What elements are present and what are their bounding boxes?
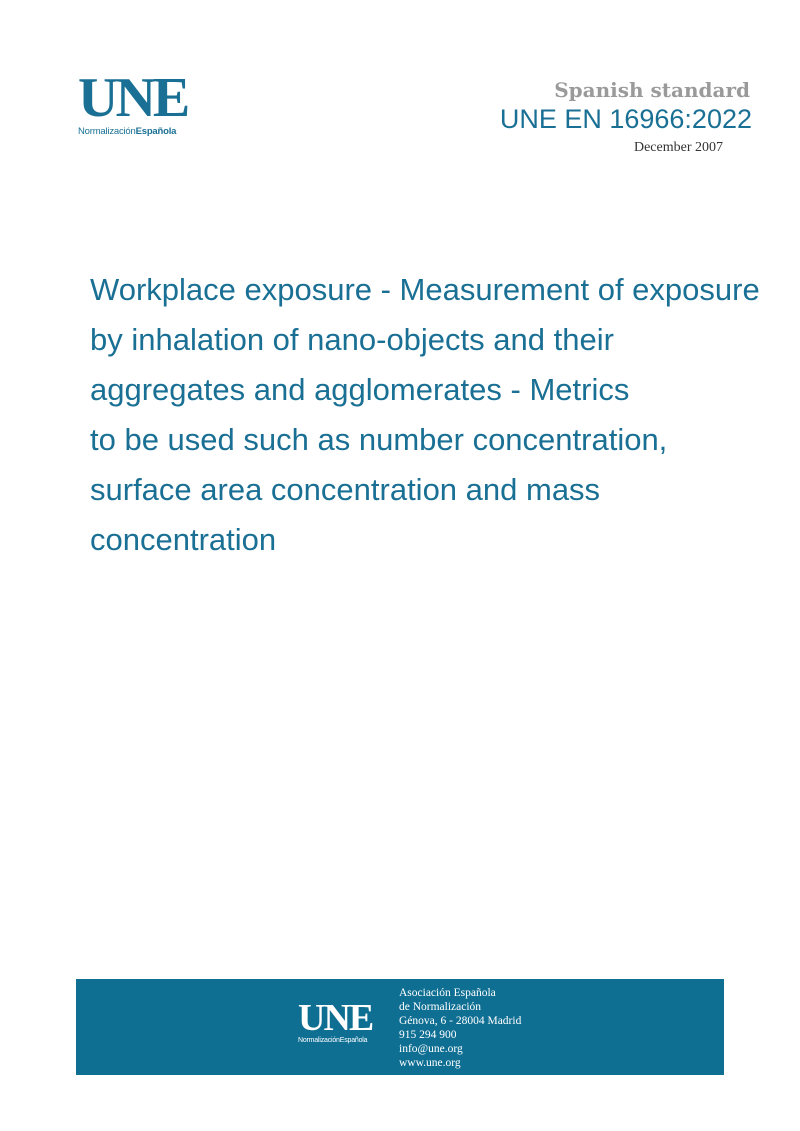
logo-tagline: NormalizaciónEspañola: [78, 126, 177, 137]
footer-logo-tagline: NormalizaciónEspañola: [298, 1037, 368, 1044]
footer-org-line: Asociación Española: [399, 987, 496, 999]
title-line: by inhalation of nano-objects and their: [90, 322, 614, 357]
title-line: aggregates and agglomerates - Metrics: [90, 372, 630, 407]
standard-code: UNE EN 16966:2022: [499, 104, 752, 134]
footer-website-link[interactable]: www.une.org: [399, 1057, 461, 1069]
standard-header: [500, 78, 752, 156]
document-title: [90, 265, 800, 565]
footer-org-line: de Normalización: [399, 1001, 482, 1013]
une-logo: [78, 67, 198, 137]
footer-band: [76, 979, 724, 1075]
footer-address: Génova, 6 - 28004 Madrid: [399, 1015, 522, 1027]
title-line: surface area concentration and mass: [90, 472, 601, 507]
title-line: Workplace exposure - Measurement of exposure: [90, 272, 760, 307]
title-line: concentration: [90, 522, 277, 557]
footer-logo-wordmark: UNE: [298, 997, 373, 1039]
logo-wordmark: UNE: [78, 67, 188, 129]
footer-contact: [399, 986, 521, 1070]
standard-date: December 2007: [633, 140, 723, 155]
footer-email-link[interactable]: info@une.org: [399, 1043, 463, 1055]
title-line: to be used such as number concentration,: [90, 422, 668, 457]
footer-logo: [298, 997, 373, 1044]
standard-kind: Spanish standard: [554, 78, 750, 102]
footer-phone: 915 294 900: [399, 1029, 457, 1041]
